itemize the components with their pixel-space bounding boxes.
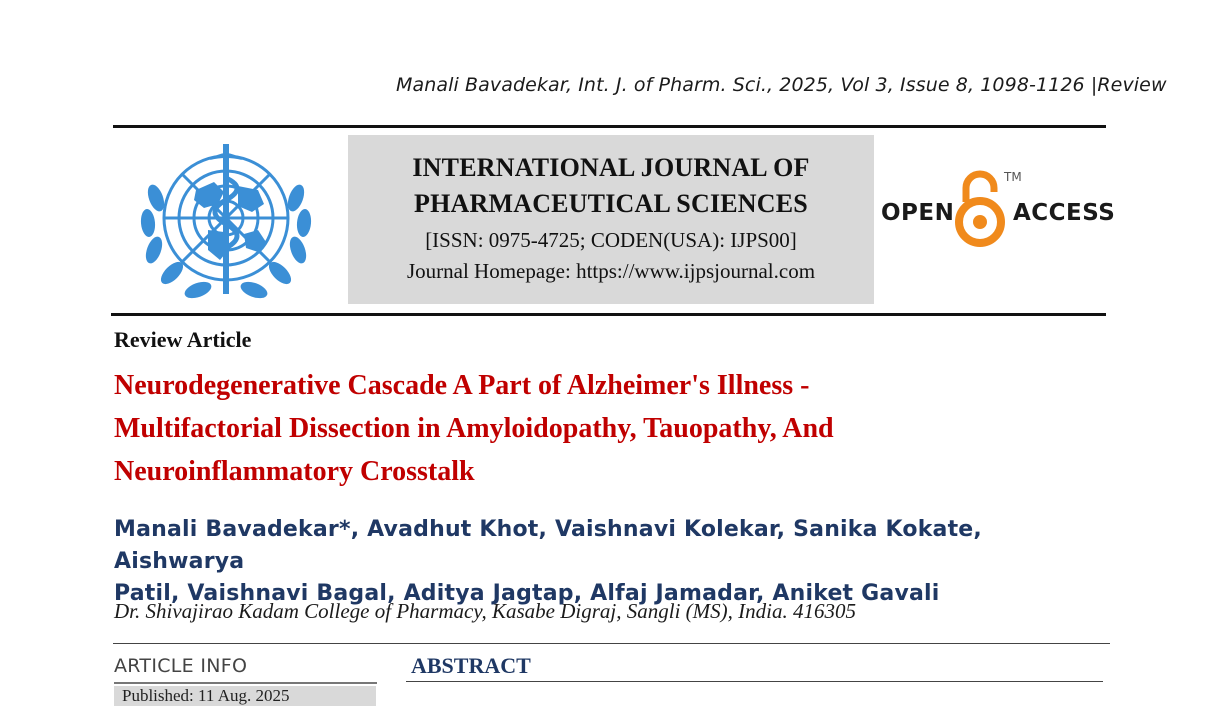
running-head: Manali Bavadekar, Int. J. of Pharm. Sci., 2025, Vol 3, Issue 8, 1098-1126 |Review [396, 74, 1167, 96]
open-access-trademark: TM [1004, 170, 1022, 184]
journal-issn: [ISSN: 0975-4725; CODEN(USA): IJPS00] [425, 228, 797, 252]
open-access-open-text: OPEN [881, 200, 955, 226]
article-title-line: Multifactorial Dissection in Amyloidopathy, Tauopathy, And [114, 413, 834, 444]
article-title-line: Neurodegenerative Cascade A Part of Alzheimer's Illness - [114, 370, 810, 401]
abstract-rule [406, 681, 1103, 682]
author-line: Patil, Vaishnavi Bagal, Aditya Jagtap, Alfaj Jamadar, Aniket Gavali [114, 581, 940, 606]
journal-homepage: Journal Homepage: https://www.ijpsjournal.com [406, 259, 816, 283]
abstract-heading: ABSTRACT [411, 653, 531, 678]
article-title [114, 364, 1074, 493]
affiliation: Dr. Shivajirao Kadam College of Pharmacy, Kasabe Digraj, Sangli (MS), India. 416305 [114, 599, 856, 623]
header-bottom-rule [111, 313, 1106, 316]
article-info-label: ARTICLE INFO [114, 655, 248, 677]
published-date: Published: 11 Aug. 2025 [122, 686, 290, 705]
article-title-line: Neuroinflammatory Crosstalk [114, 456, 475, 487]
article-info-box [114, 686, 376, 706]
journal-emblem-logo [126, 138, 326, 306]
open-access-lock-icon [952, 168, 1012, 248]
author-line: Manali Bavadekar*, Avadhut Khot, Vaishnavi Kolekar, Sanika Kokate, Aishwarya [114, 517, 982, 574]
article-info-rule [114, 682, 377, 684]
author-list [114, 514, 1114, 610]
journal-name-line-1: INTERNATIONAL JOURNAL OF [412, 153, 810, 182]
journal-title-box [348, 135, 874, 304]
article-type: Review Article [114, 327, 252, 352]
journal-name-line-2: PHARMACEUTICAL SCIENCES [414, 189, 808, 218]
header-top-rule [113, 125, 1106, 128]
section-divider [113, 643, 1110, 644]
open-access-access-text: ACCESS [1013, 200, 1116, 226]
